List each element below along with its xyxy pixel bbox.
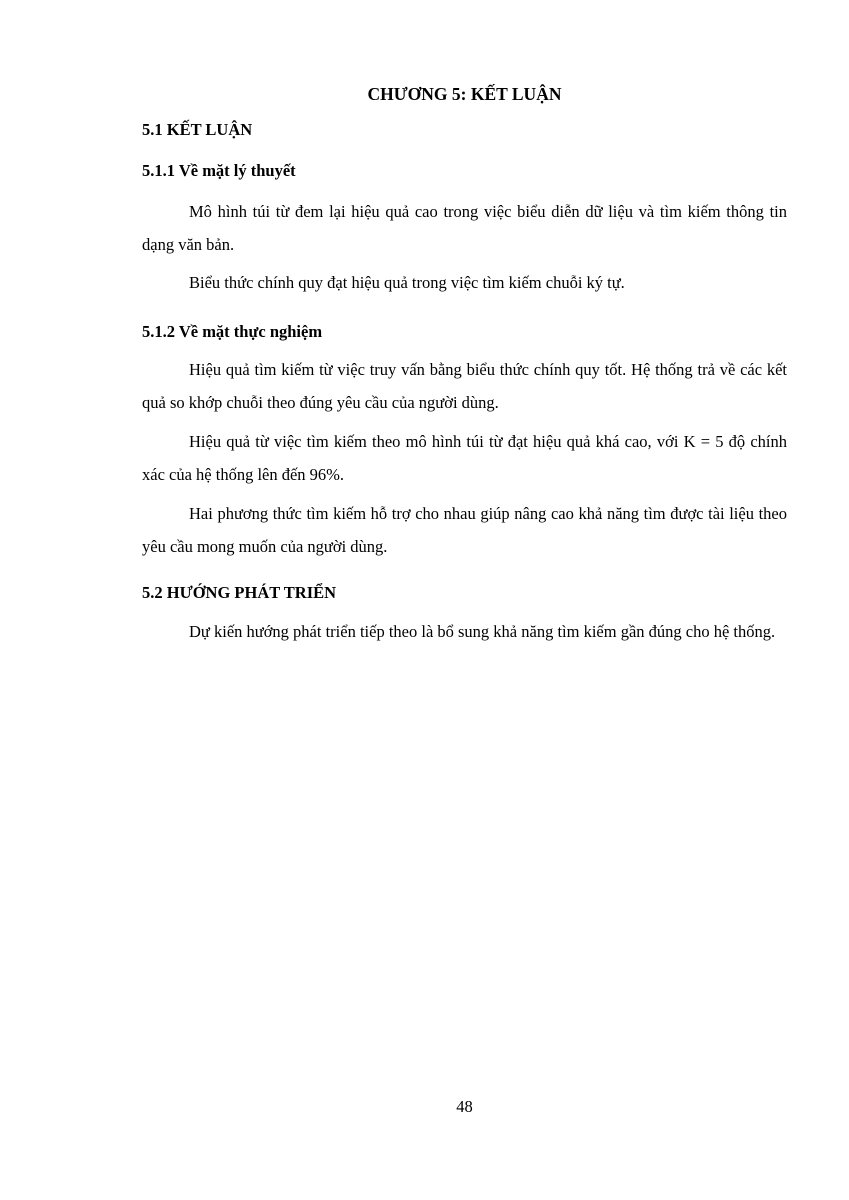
section-heading-5-1: 5.1 KẾT LUẬN (142, 120, 253, 139)
paragraph-bag-of-words: Mô hình túi từ đem lại hiệu quả cao trong việc biểu diễn dữ liệu và tìm kiếm thông tin dạng văn bản. (142, 202, 787, 254)
paragraph-regex: Biểu thức chính quy đạt hiệu quả trong việc tìm kiếm chuỗi ký tự. (189, 273, 625, 292)
paragraph-combined-methods: Hai phương thức tìm kiếm hỗ trợ cho nhau giúp nâng cao khả năng tìm được tài liệu theo yêu cầu mong muốn của người dùng. (142, 504, 787, 556)
paragraph-bow-accuracy: Hiệu quả từ việc tìm kiếm theo mô hình túi từ đạt hiệu quả khá cao, với K = 5 độ chính xác của hệ thống lên đến 96%. (142, 432, 787, 484)
page-number: 48 (456, 1097, 473, 1116)
subsection-heading-5-1-2: 5.1.2 Về mặt thực nghiệm (142, 322, 323, 341)
paragraph-future-work: Dự kiến hướng phát triển tiếp theo là bổ sung khả năng tìm kiếm gần đúng cho hệ thống. (189, 622, 776, 641)
chapter-title: CHƯƠNG 5: KẾT LUẬN (367, 84, 562, 104)
subsection-heading-5-1-1: 5.1.1 Về mặt lý thuyết (142, 161, 296, 180)
paragraph-regex-results: Hiệu quả tìm kiếm từ việc truy vấn bằng biểu thức chính quy tốt. Hệ thống trả về các kết quả so khớp chuỗi theo đúng yêu cầu của người dùng. (142, 360, 787, 412)
section-heading-5-2: 5.2 HƯỚNG PHÁT TRIỂN (142, 583, 337, 602)
